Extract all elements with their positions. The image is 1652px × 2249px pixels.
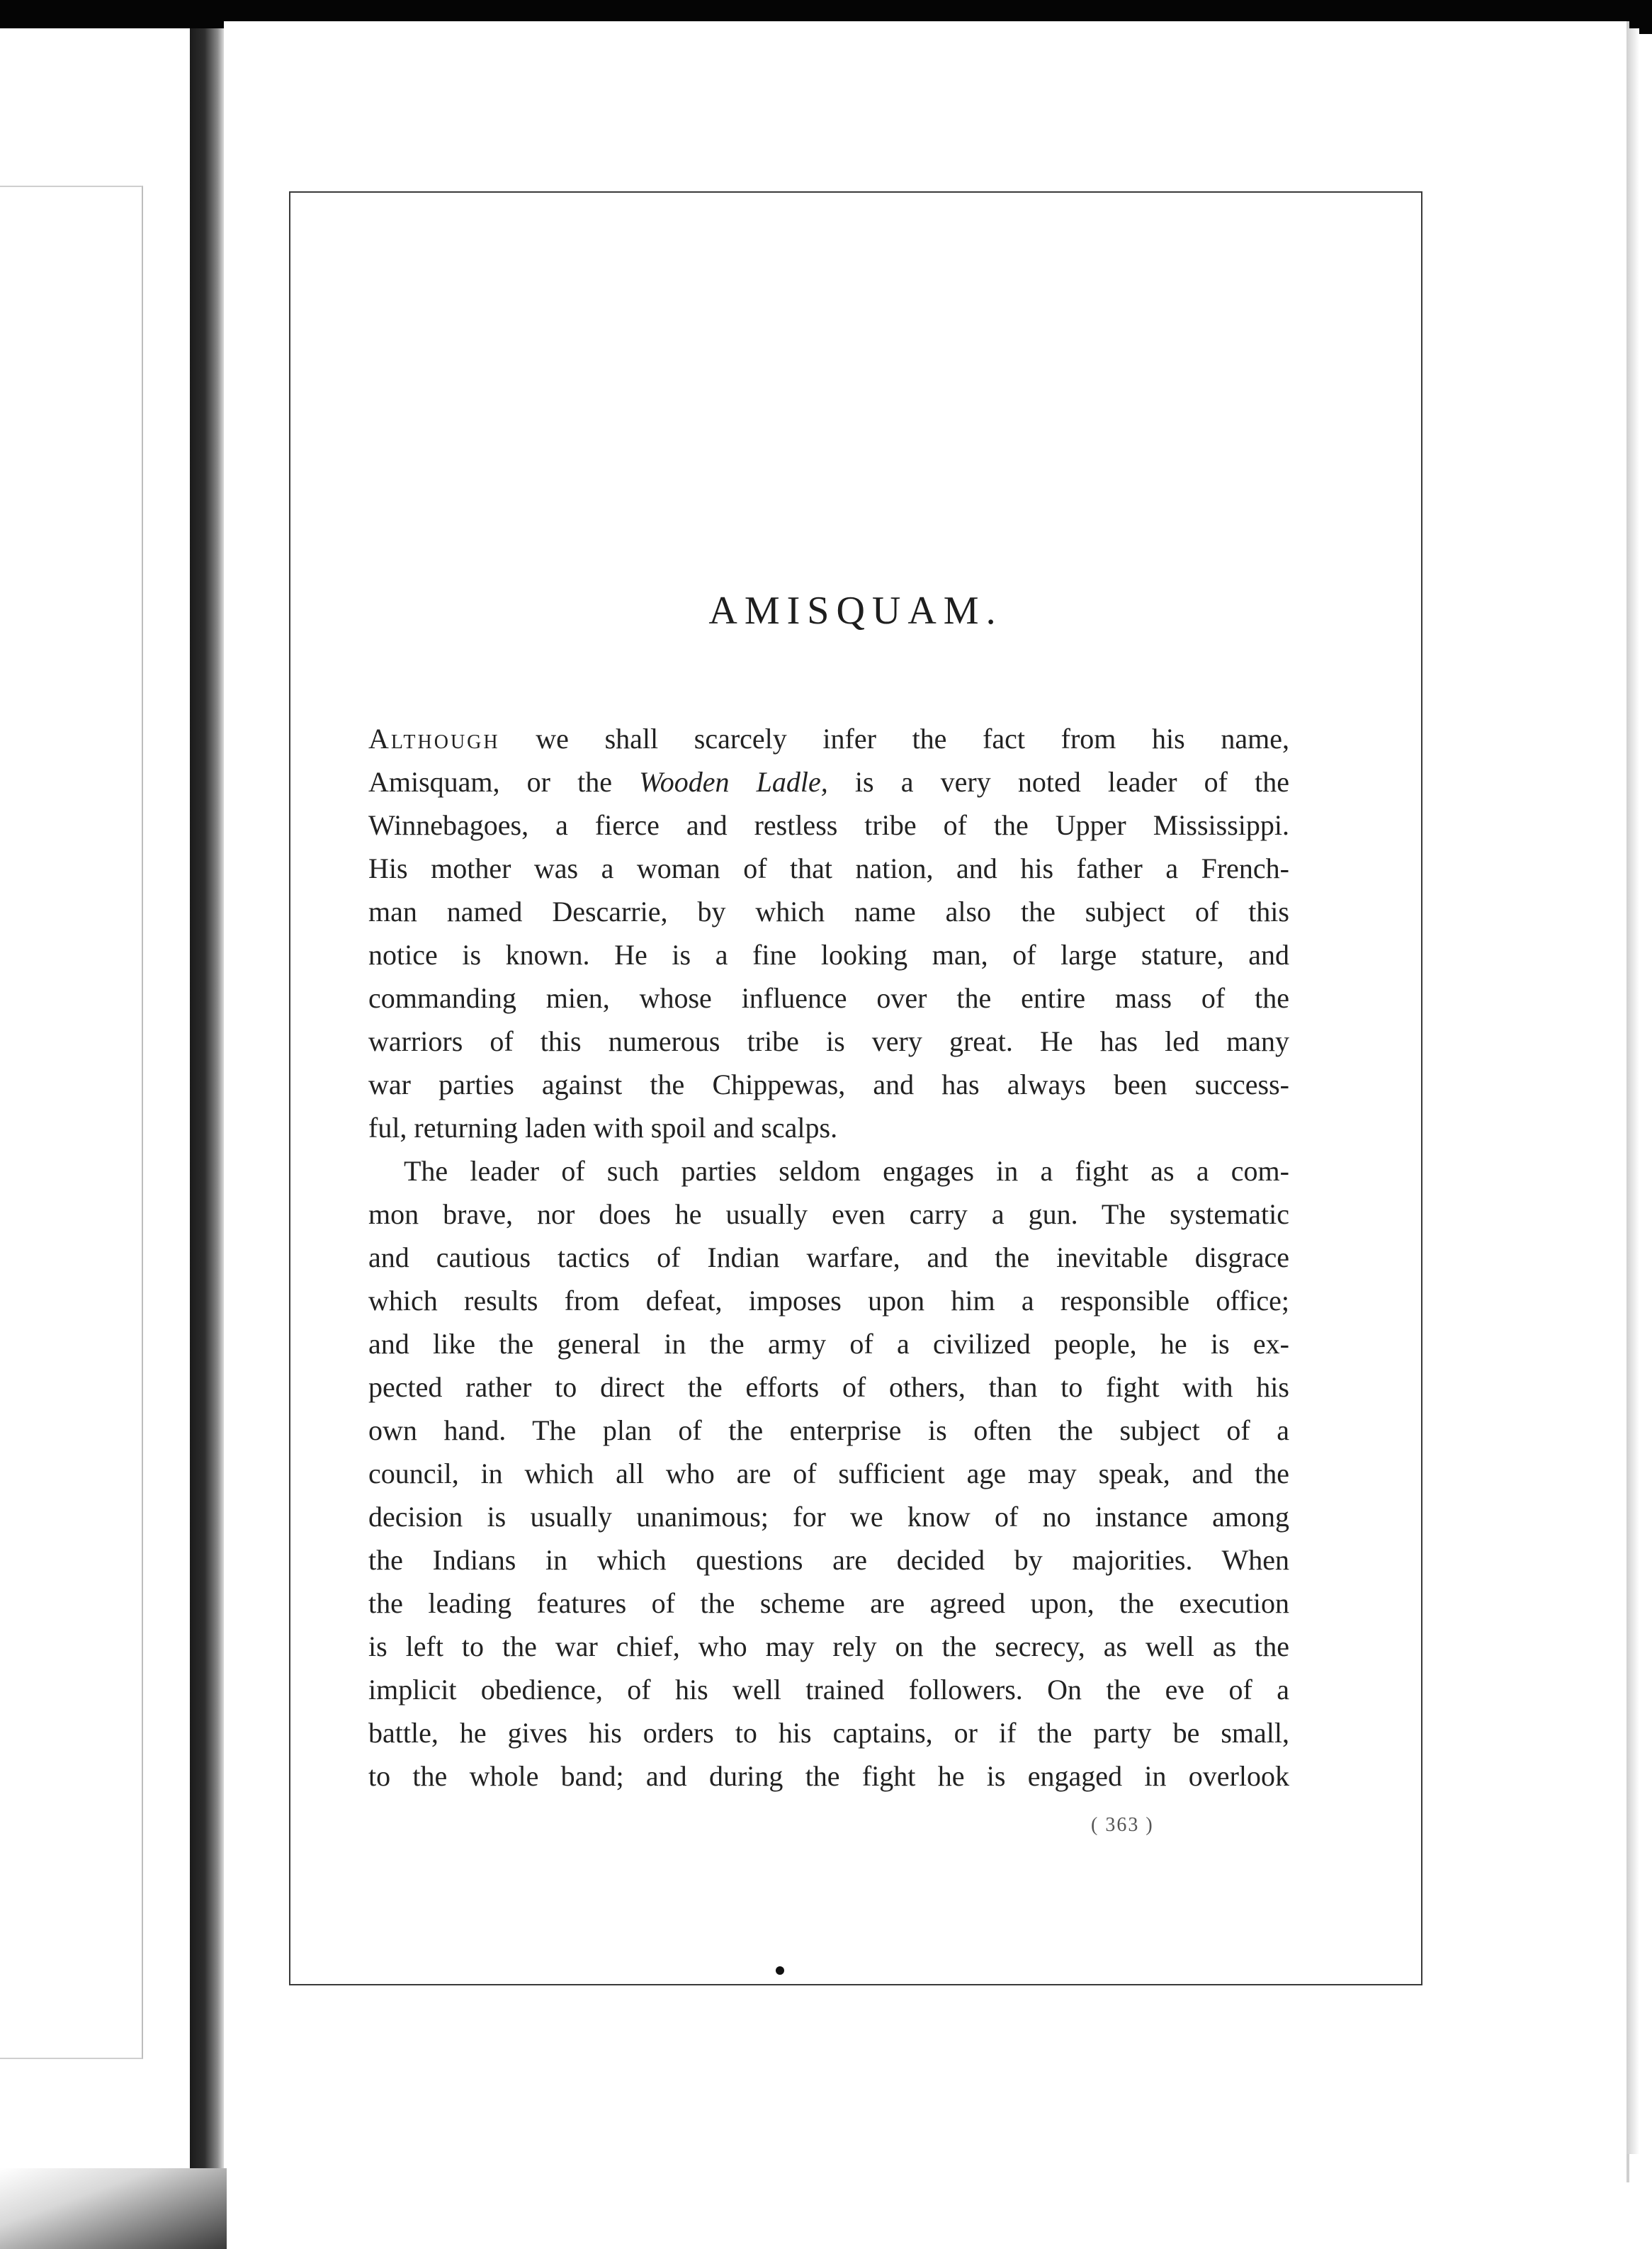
text-segment: battle, he gives his orders to his captains, or if the party be small, [368, 1717, 1289, 1749]
text-segment: which results from defeat, imposes upon him a responsible office; [368, 1285, 1289, 1317]
text-segment: ful, returning laden with spoil and scalps. [368, 1112, 838, 1144]
scanner-background-bottom [0, 2168, 227, 2249]
text-segment: war parties against the Chippewas, and has always been success- [368, 1069, 1289, 1100]
article-title: AMISQUAM. [708, 589, 1003, 633]
text-line [368, 1754, 1289, 1798]
text-segment: mon brave, nor does he usually even carry a gun. The systematic [368, 1198, 1289, 1230]
italic-phrase: Wooden Ladle, [639, 766, 828, 798]
facing-page-left [0, 28, 193, 2168]
text-segment: the leading features of the scheme are agreed upon, the execution [368, 1587, 1289, 1619]
text-segment: own hand. The plan of the enterprise is often the subject of a [368, 1414, 1289, 1446]
text-line [368, 1409, 1289, 1452]
text-segment: pected rather to direct the efforts of others, than to fight with his [368, 1371, 1289, 1403]
text-segment: Amisquam, or the [368, 766, 640, 798]
page-edge [1626, 28, 1639, 2154]
text-line [368, 1106, 1289, 1149]
text-line [368, 933, 1289, 976]
drop-word: Although [368, 723, 500, 755]
text-line [368, 1668, 1289, 1711]
text-segment: warriors of this numerous tribe is very great. He has led many [368, 1025, 1289, 1057]
binding-dot [776, 1966, 784, 1975]
text-line [368, 1711, 1289, 1754]
page-number: ( 363 ) [1091, 1814, 1154, 1836]
text-line [368, 1495, 1289, 1538]
text-line [368, 1063, 1289, 1106]
text-line [368, 976, 1289, 1020]
text-segment: man named Descarrie, by which name also the subject of this [368, 896, 1289, 928]
text-line [368, 1625, 1289, 1668]
text-segment: the Indians in which questions are decided by majorities. When [368, 1544, 1289, 1576]
book-gutter-shadow [190, 28, 227, 2182]
text-segment: His mother was a woman of that nation, and his father a French- [368, 852, 1289, 884]
text-segment: notice is known. He is a fine looking man, of large stature, and [368, 939, 1289, 971]
text-line [368, 1193, 1289, 1236]
text-segment: we shall scarcely infer the fact from his name, [499, 723, 1289, 755]
text-line [368, 1020, 1289, 1063]
text-segment: The leader of such parties seldom engages in a fight as a com- [404, 1155, 1289, 1187]
article-body [368, 717, 1289, 1798]
text-segment: Winnebagoes, a fierce and restless tribe of the Upper Mississippi. [368, 809, 1289, 841]
text-line [368, 1279, 1289, 1322]
text-line [368, 1452, 1289, 1495]
text-segment: is a very noted leader of the [827, 766, 1289, 798]
text-line [368, 890, 1289, 933]
text-segment: decision is usually unanimous; for we know of no instance among [368, 1501, 1289, 1533]
text-segment: implicit obedience, of his well trained followers. On the eve of a [368, 1674, 1289, 1706]
text-line [368, 1236, 1289, 1279]
text-line [368, 847, 1289, 890]
text-line [368, 1149, 1289, 1193]
text-segment: council, in which all who are of sufficient age may speak, and the [368, 1458, 1289, 1489]
text-line [368, 1365, 1289, 1409]
text-segment: commanding mien, whose influence over the entire mass of the [368, 982, 1289, 1014]
text-segment: is left to the war chief, who may rely on the secrecy, as well as the [368, 1630, 1289, 1662]
text-segment: and like the general in the army of a civilized people, he is ex- [368, 1328, 1289, 1360]
text-line [368, 1538, 1289, 1582]
text-segment: and cautious tactics of Indian warfare, and the inevitable disgrace [368, 1241, 1289, 1273]
text-segment: to the whole band; and during the fight he is engaged in overlook [368, 1760, 1289, 1792]
text-line [368, 717, 1289, 760]
text-line [368, 760, 1289, 804]
facing-page-frame [0, 186, 143, 2059]
text-line [368, 804, 1289, 847]
text-line [368, 1582, 1289, 1625]
text-line [368, 1322, 1289, 1365]
